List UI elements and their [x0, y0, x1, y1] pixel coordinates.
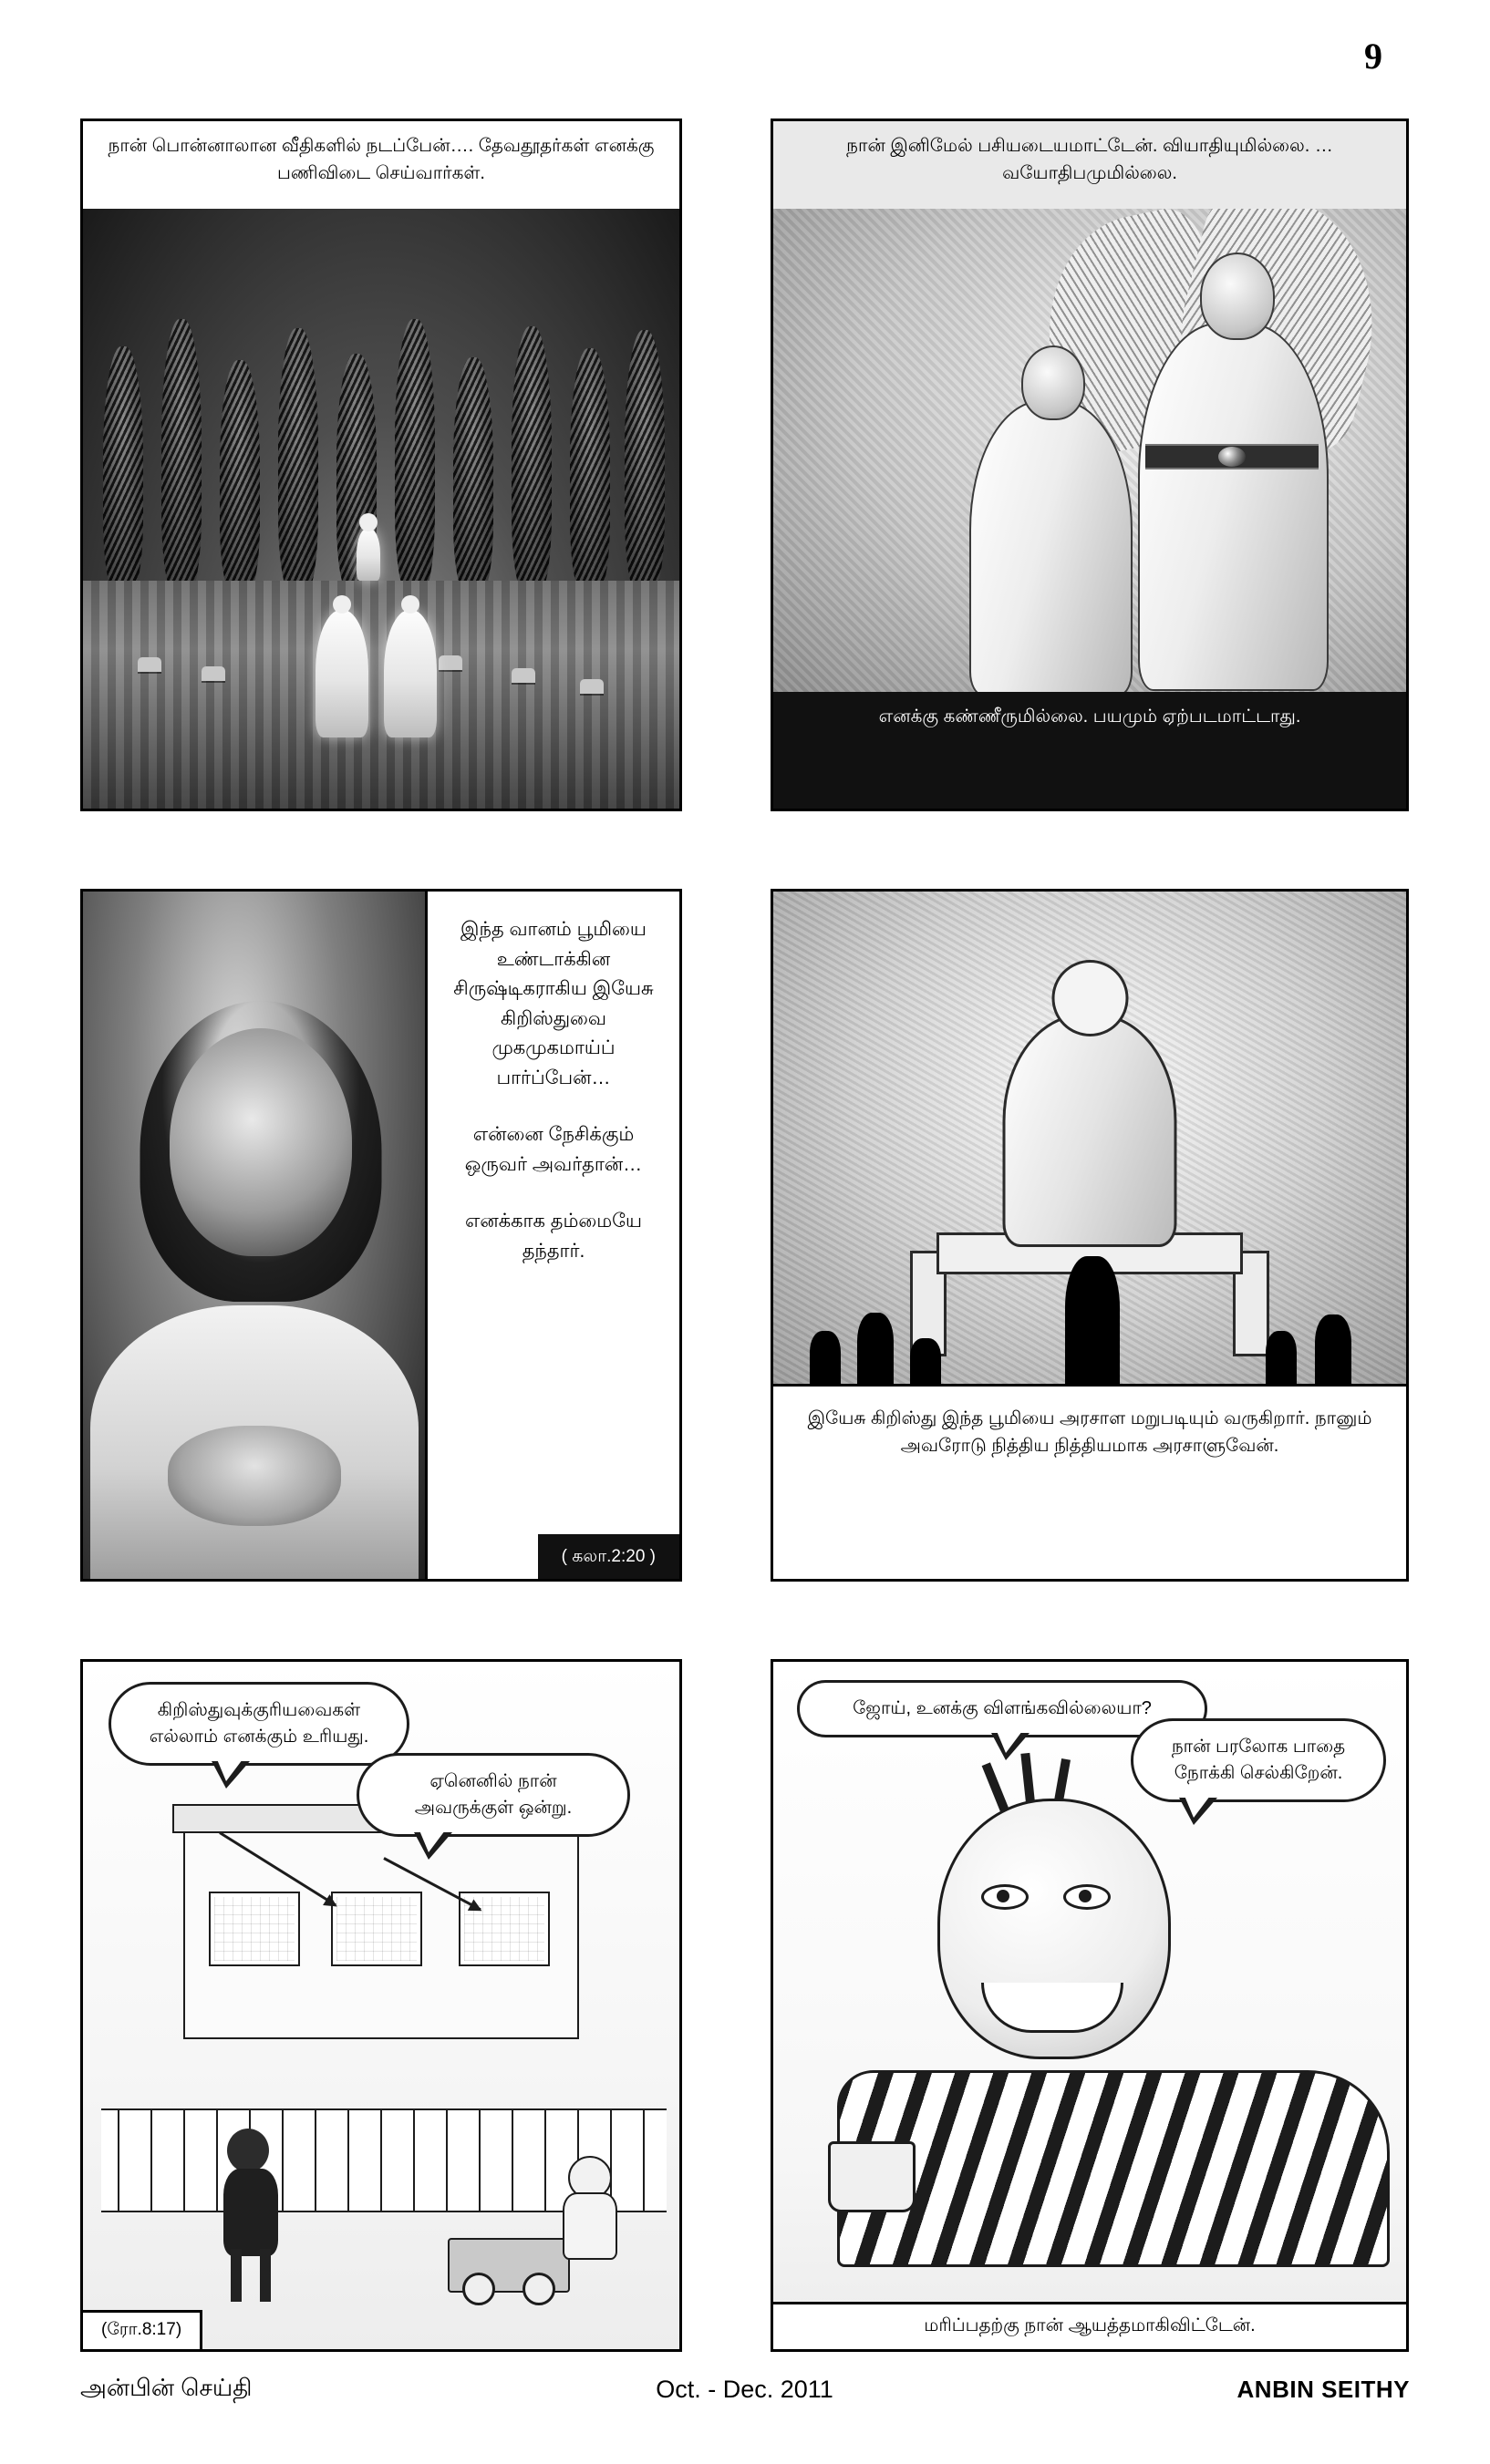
bubble-tail	[212, 1761, 250, 1789]
path-ground	[83, 581, 679, 809]
page-footer	[80, 2369, 1410, 2409]
panel-5-artwork	[83, 1662, 679, 2349]
footer-issue-date: Oct. - Dec. 2011	[656, 2375, 833, 2403]
panel-1-caption: நான் பொன்னாலான வீதிகளில் நடப்பேன்…. தேவதூதர்கள் எனக்கு பணிவிடை செய்வார்கள்.	[83, 121, 679, 209]
speech-bubble-2	[1131, 1718, 1386, 1802]
jesus-portrait-artwork	[83, 892, 428, 1579]
tree-icon	[453, 357, 493, 593]
tree-icon	[512, 326, 552, 593]
cup-shape	[828, 2141, 916, 2212]
crowd-silhouette	[1315, 1314, 1351, 1384]
robed-figure	[316, 610, 368, 737]
panel-3-paragraph-1: இந்த வானம் பூமியை உண்டாக்கின சிருஷ்டிகராகிய இயேசு கிறிஸ்துவை முகமுகமாய்ப் பார்ப்பேன்…	[453, 919, 654, 1088]
panel-3-paragraph-2: என்னை நேசிக்கும் ஒருவர் அவர்தான்…	[464, 1124, 643, 1175]
angel-head	[1200, 253, 1275, 340]
grave-marker	[138, 657, 161, 672]
robed-figure	[384, 610, 437, 737]
comic-panel-4	[771, 889, 1409, 1582]
speech-bubble-1-text: கிறிஸ்துவுக்குரியவைகள் எல்லாம் எனக்கும் உரியது.	[149, 1700, 369, 1747]
panel-2-bottom-caption: எனக்கு கண்ணீருமில்லை. பயமும் ஏற்படமாட்டாது.	[773, 692, 1406, 809]
enthroned-figure	[1003, 1014, 1177, 1247]
panel-4-caption: இயேசு கிறிஸ்து இந்த பூமியை அரசாள மறுபடியும் வருகிறார். நானும் அவரோடு நித்திய நித்தியமாக அரசாளுவேன்.	[773, 1387, 1406, 1582]
comic-panel-6	[771, 1659, 1409, 2352]
bubble-tail	[414, 1832, 452, 1860]
tree-icon	[278, 328, 318, 593]
grave-marker	[202, 666, 225, 681]
panel-4-artwork	[773, 892, 1406, 1387]
panel-2-top-caption: நான் இனிமேல் பசியடையமாட்டேன். வியாதியுமில்லை. … வயோதிபமுமில்லை.	[773, 121, 1406, 209]
page-number: 9	[1364, 36, 1382, 77]
footer-publication-name-tamil: அன்பின் செய்தி	[80, 2374, 253, 2401]
panel-3-scripture-reference: ( கலா.2:20 )	[538, 1534, 679, 1579]
hands-shape	[168, 1426, 341, 1526]
man-head	[1021, 345, 1085, 420]
crowd-silhouette	[1065, 1256, 1120, 1384]
window-icon	[331, 1892, 422, 1966]
girl-figure	[220, 2129, 291, 2302]
tree-icon	[103, 346, 143, 593]
toy-wagon	[448, 2238, 570, 2293]
tree-icon	[161, 319, 202, 593]
speech-bubble-1-text: ஜோய், உனக்கு விளங்கவில்லையா?	[853, 1698, 1152, 1718]
panel-5-scripture-reference: (ரோ.8:17)	[83, 2310, 202, 2349]
angel-body	[1138, 323, 1329, 691]
crowd-silhouette	[1266, 1331, 1297, 1384]
eye-icon	[981, 1884, 1029, 1910]
speech-bubble-2-text: ஏனெனில் நான் அவருக்குள் ஒன்று.	[414, 1771, 573, 1818]
tree-icon	[625, 330, 665, 593]
tree-icon	[220, 360, 260, 593]
crowd-silhouette	[857, 1313, 894, 1384]
boy-figure	[557, 2156, 621, 2265]
panel-6-artwork	[773, 1662, 1406, 2349]
grave-marker	[439, 655, 462, 670]
speech-bubble-2-text: நான் பரலோக பாதை நோக்கி செல்கிறேன்.	[1171, 1737, 1346, 1783]
crowd-silhouette	[910, 1338, 941, 1384]
comic-panel-5	[80, 1659, 682, 2352]
eye-icon	[1063, 1884, 1111, 1910]
panel-6-bottom-caption: மரிப்பதற்கு நான் ஆயத்தமாகிவிட்டேன்.	[773, 2302, 1406, 2349]
grave-marker	[512, 668, 535, 683]
man-body	[969, 400, 1133, 692]
bubble-tail	[1179, 1798, 1217, 1825]
speech-bubble-2	[357, 1753, 630, 1837]
panel-3-text-column	[428, 892, 679, 1579]
panel-3-paragraph-3: எனக்காக தம்மையே தந்தார்.	[464, 1211, 643, 1262]
comic-panel-2	[771, 119, 1409, 811]
grave-marker	[580, 679, 604, 694]
hair-tuft-icon	[982, 1762, 1010, 1815]
bubble-tail	[991, 1733, 1030, 1760]
speech-bubble-1	[109, 1682, 409, 1766]
house-shape	[183, 1826, 579, 2039]
panel-2-artwork	[773, 209, 1406, 692]
robed-figure-distant	[357, 528, 380, 581]
comic-panel-3	[80, 889, 682, 1582]
footer-publication-name-english: ANBIN SEITHY	[1236, 2375, 1410, 2403]
tree-icon	[395, 319, 435, 593]
tree-icon	[570, 348, 610, 593]
window-icon	[209, 1892, 300, 1966]
comic-panel-1	[80, 119, 682, 811]
face-shape	[170, 1028, 352, 1256]
belt-gem-icon	[1218, 447, 1246, 467]
crowd-silhouette	[810, 1331, 841, 1384]
angel-belt	[1145, 444, 1319, 469]
panel-1-artwork	[83, 209, 679, 809]
striped-blanket	[837, 2070, 1390, 2267]
